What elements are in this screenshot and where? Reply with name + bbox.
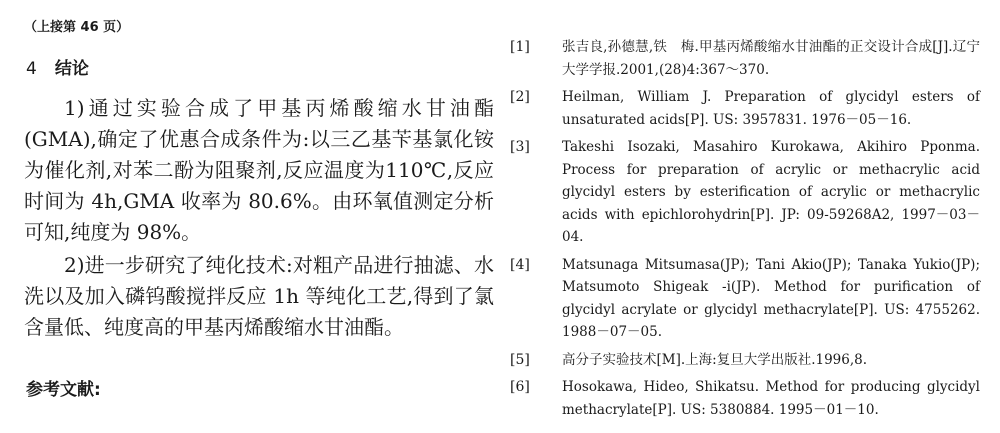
reference-item bbox=[510, 36, 980, 81]
reference-item bbox=[510, 136, 980, 249]
reference-text: 张吉良,孙德慧,铁 梅.甲基丙烯酸缩水甘油酯的正交设计合成[J].辽宁大学学报.2001,(28)4:367～370. bbox=[562, 39, 980, 78]
references-list bbox=[510, 36, 980, 426]
reference-text: 高分子实验技术[M].上海:复旦大学出版社.1996,8. bbox=[562, 351, 868, 368]
conclusion-heading bbox=[26, 54, 89, 79]
reference-text: Takeshi Isozaki, Masahiro Kurokawa, Akihiro Pponma. Process for preparation of acrylic or methacrylic acid glycidyl esters by esterification of acrylic or methacrylic acids with epichlorohydrin[P]. JP: 09-59268A2, 1997－03－04. bbox=[562, 139, 980, 245]
conclusion-paragraph-2: 2)进一步研究了纯化技术:对粗产品进行抽滤、水洗以及加入磷钨酸搅拌反应 1h 等纯化工艺,得到了氯含量低、纯度高的甲基丙烯酸缩水甘油酯。 bbox=[24, 253, 494, 339]
reference-item bbox=[510, 376, 980, 421]
reference-index: [2] bbox=[510, 89, 530, 105]
reference-text: Heilman, William J. Preparation of glycidyl esters of unsaturated acids[P]. US: 3957831. 1976－05－16. bbox=[562, 89, 980, 128]
continued-from-note: （上接第 46 页） bbox=[24, 20, 130, 35]
reference-index: [1] bbox=[510, 39, 530, 55]
section-number: 4 bbox=[26, 59, 37, 79]
section-title: 结论 bbox=[54, 59, 89, 79]
references-heading: 参考文献: bbox=[26, 380, 101, 400]
reference-index: [5] bbox=[510, 351, 530, 368]
reference-item bbox=[510, 86, 980, 131]
reference-item bbox=[510, 254, 980, 344]
reference-index: [4] bbox=[510, 256, 530, 273]
reference-text: Matsunaga Mitsumasa(JP); Tani Akio(JP); Tanaka Yukio(JP); Matsumoto Shigeak -i(JP). Method for purification of glycidyl acrylate or glycidyl methacrylate[P]. US: 4755262. 1988－07－05. bbox=[562, 256, 980, 340]
conclusion-paragraph-1: 1)通过实验合成了甲基丙烯酸缩水甘油酯(GMA),确定了优惠合成条件为:以三乙基苄基氯化铵为催化剂,对苯二酚为阻聚剂,反应温度为110℃,反应时间为 4h,GMA 收率为 80.6%。由环氧值测定分析可知,纯度为 98%。 bbox=[24, 96, 494, 244]
reference-index: [3] bbox=[510, 139, 530, 155]
reference-item bbox=[510, 349, 980, 372]
reference-index: [6] bbox=[510, 379, 530, 395]
reference-text: Hosokawa, Hideo, Shikatsu. Method for producing glycidyl methacrylate[P]. US: 5380884. 1995－01－10. bbox=[562, 379, 980, 418]
